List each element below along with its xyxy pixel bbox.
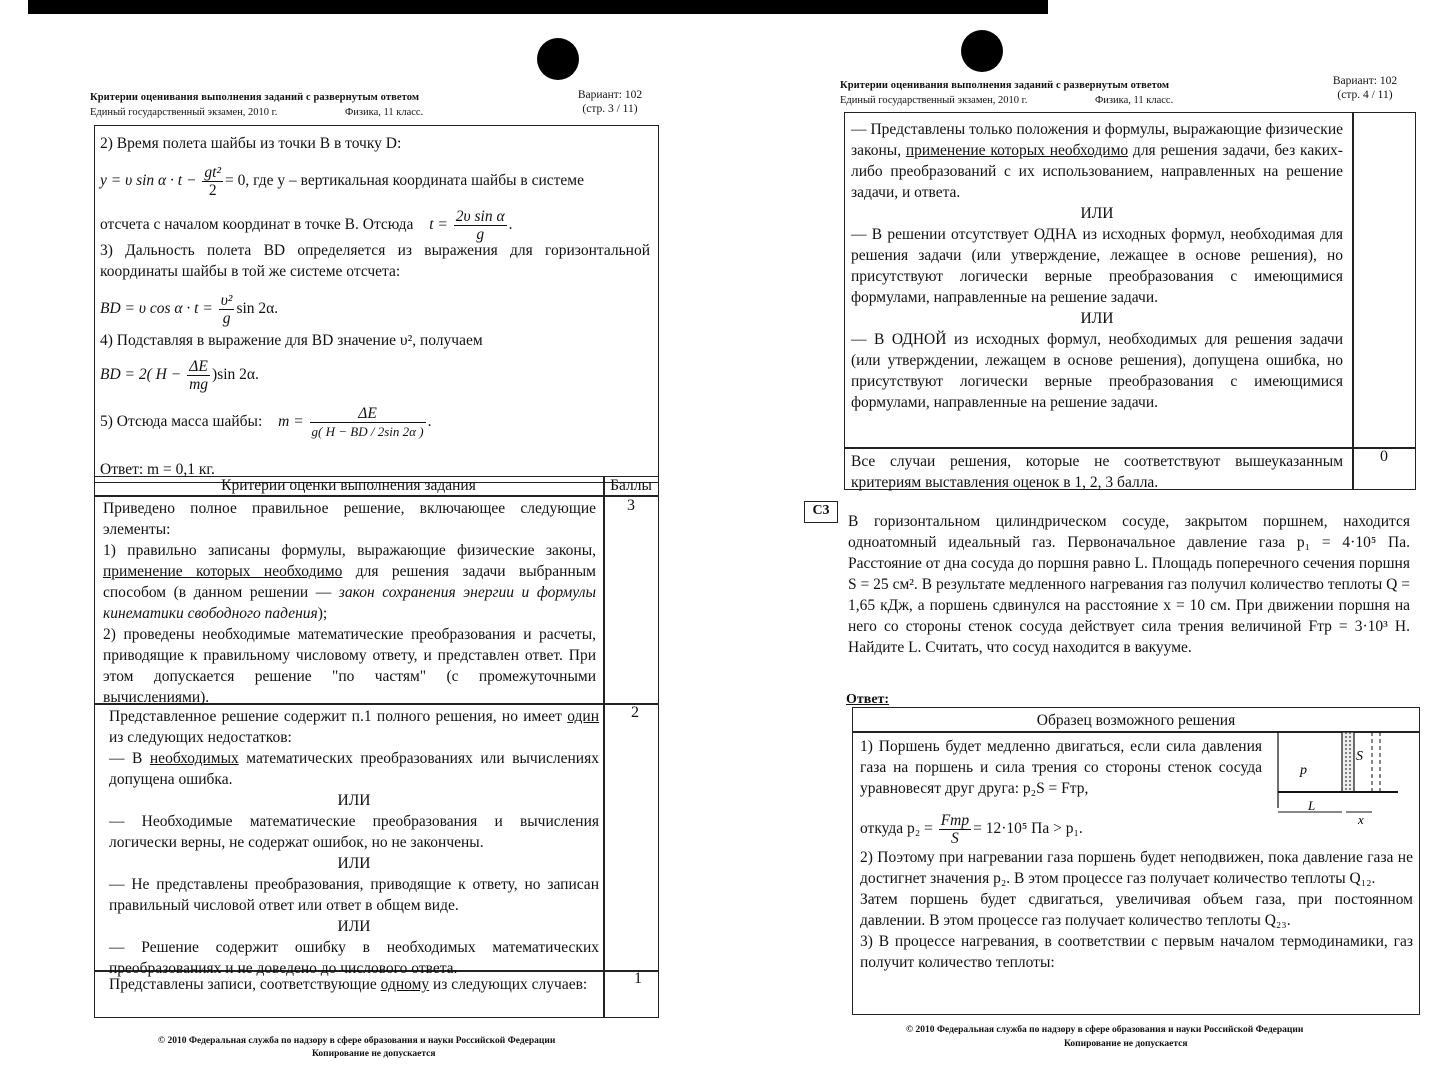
criteria-row-0: Все случаи решения, которые не соответствуют вышеуказанным критериям выставления оценок в 1, 2, 3 балла.	[851, 453, 1343, 491]
footer-no-copy: Копирование не допускается	[1064, 1039, 1188, 1049]
step3-text: 3) В процессе нагревания, в соответствии с первым началом термодинамики, газ получит количество теплоты:	[860, 933, 1413, 971]
eq-part: = 12·10⁵ Па > p₁.	[973, 820, 1083, 838]
row3-item1	[103, 540, 596, 624]
table-row-divider	[844, 447, 1416, 449]
text: для решения задачи выбранным способом (в данном решении —	[103, 563, 596, 601]
text: — В	[109, 750, 150, 767]
criteria-row-3	[103, 498, 596, 708]
denominator: g	[222, 310, 231, 327]
eq-part: m =	[278, 413, 308, 431]
fraction	[202, 164, 223, 199]
text: математических преобразованиях или вычислениях допущена ошибка.	[109, 750, 599, 788]
text: Представлены записи, соответствующие	[109, 976, 381, 993]
text: отсчета с началом координат в точке B. Отсюда	[100, 216, 414, 234]
eq-part: t =	[429, 216, 452, 234]
step2-equation	[100, 164, 584, 199]
punch-hole	[961, 30, 1003, 72]
row3-item2: 2) проведены необходимые математические преобразования и расчеты, приводящие к правильному числовому ответу, и представлен ответ. При этом допускается решение "по частям" (с промежуточными вычислениями).	[103, 626, 596, 706]
denominator: 2	[208, 182, 217, 199]
page-number: (стр. 3 / 11)	[582, 103, 638, 115]
eq-part: )sin 2α.	[212, 366, 259, 384]
text: для решения задачи, без каких-либо преобразований с их использованием, направленных на решение задачи, и ответа.	[851, 142, 1343, 201]
step3-text: 3) Дальность полета BD определяется из выражения для горизонтальной координаты шайбы в той же системе отсчета:	[100, 242, 650, 280]
step3-equation	[100, 292, 278, 327]
table-divider	[1352, 112, 1354, 490]
step2b-text: Затем поршень будет сдвигаться, увеличивая объем газа, при постоянном давлении. В этом процессе газ получает количество теплоты Q₂₃.	[860, 891, 1413, 929]
opt3: — В ОДНОЙ из исходных формул, необходимых для решения задачи (или утверждении, лежащем в основе решения), допущена ошибка, но присутствуют логически верные преобразования с имеющимися формулами, направленные на решение задачи.	[851, 331, 1343, 411]
or-separator: ИЛИ	[337, 792, 371, 809]
criteria-header: Критерии оценки выполнения задания	[221, 477, 476, 494]
underlined-text: одному	[380, 976, 430, 993]
step2-line2: отсчета с началом координат в точке B. Отсюда t = $\frac{\text{2υ sin α}}{g}$ .	[100, 208, 513, 243]
sample-title: Образец возможного решения	[1036, 712, 1236, 729]
or-separator: ИЛИ	[1080, 310, 1114, 327]
answer-label: Ответ:	[846, 692, 890, 707]
denominator: g	[476, 226, 485, 243]
row3-points: 3	[627, 497, 635, 514]
eq-part: BD = υ cos α · t =	[100, 300, 217, 318]
label-L: L	[1308, 798, 1316, 813]
label-x: x	[1358, 812, 1364, 826]
row2-intro	[109, 706, 599, 748]
points-header: Баллы	[610, 477, 652, 494]
numerator: 2υ sin α	[455, 208, 505, 225]
table-divider	[603, 476, 605, 1018]
footer-copyright: © 2010 Федеральная служба по надзору в сфере образования и науки Российской Федерации	[158, 1036, 556, 1046]
row2-opt2: — Необходимые математические преобразования и вычисления логически верны, не содержат ошибок, но не закончены.	[109, 813, 599, 851]
eq-part: y = υ sin α · t −	[100, 172, 201, 190]
header-exam: Единый государственный экзамен, 2010 г.	[840, 95, 1028, 106]
eq-part: BD = 2( H −	[100, 366, 186, 384]
opt1	[851, 119, 1343, 203]
sample-step1-equation	[860, 812, 1083, 847]
or-separator: ИЛИ	[1080, 205, 1114, 222]
label-S: S	[1356, 749, 1363, 764]
text: из следующих случаев:	[429, 976, 588, 993]
underlined-text: необходимых	[149, 750, 239, 767]
footer-no-copy: Копирование не допускается	[312, 1049, 436, 1059]
fraction	[939, 812, 971, 847]
eq-part: sin 2α.	[236, 300, 279, 318]
header-subject: Физика, 11 класс.	[1095, 95, 1174, 106]
or-separator: ИЛИ	[337, 855, 371, 872]
italic-text: закон сохранения энергии и формулы кинематики свободного падения	[103, 584, 596, 622]
step4-equation	[100, 358, 259, 393]
eq-part: откуда p₂ =	[860, 820, 937, 838]
header-title: Критерии оценивания выполнения заданий с развернутым ответом	[90, 92, 420, 103]
step5-equation: 5) Отсюда масса шайбы: m = $\frac{\Delta E}{g( H - BD / 2\sin 2\alpha )}$ .	[100, 405, 432, 439]
page-number: (стр. 4 / 11)	[1337, 89, 1393, 101]
header-exam: Единый государственный экзамен, 2010 г.	[90, 107, 278, 118]
criteria-row-2	[109, 706, 599, 979]
numerator: ΔE	[310, 405, 426, 423]
opt2: — В решении отсутствует ОДНА из исходных формул, необходимая для решения задачи (или утверждение, лежащее в основе решения), но присутствуют логически верные преобразования с имеющимися формулами, направленные на решение задачи.	[851, 226, 1343, 306]
row2-opt4: — Решение содержит ошибку в необходимых математических преобразованиях и не доведено до числового ответа.	[109, 939, 599, 977]
variant-label: Вариант: 102	[1332, 75, 1398, 87]
scan-top-edge	[28, 0, 1048, 14]
header-variant	[1310, 74, 1420, 102]
step2-text: 2) Поэтому при нагревании газа поршень будет неподвижен, пока давление газа не достигнет значения p₂. В этом процессе газ получает количество теплоты Q₁₂.	[860, 849, 1413, 887]
denominator: S	[951, 830, 959, 847]
numerator: gt²	[204, 164, 222, 181]
underlined-text: применение которых необходимо	[905, 142, 1129, 159]
row2-opt1	[109, 748, 599, 790]
sample-step2	[860, 847, 1413, 973]
header-subject: Физика, 11 класс.	[345, 107, 424, 118]
header-variant	[560, 88, 660, 116]
row3-intro: Приведено полное правильное решение, включающее следующие элементы:	[103, 500, 596, 538]
footer-copyright: © 2010 Федеральная служба по надзору в сфере образования и науки Российской Федерации	[906, 1025, 1304, 1035]
text: из следующих недостатков:	[109, 729, 292, 746]
label-p: p	[1300, 763, 1307, 778]
header-title: Критерии оценивания выполнения заданий с развернутым ответом	[840, 80, 1170, 91]
task-c3-text: В горизонтальном цилиндрическом сосуде, закрытом поршнем, находится одноатомный идеальный газ. Первоначальное давление газа p₁ = 4·10⁵ Па. Расстояние от дна сосуда до поршня равно L. Площадь поперечного сечения поршня S = 25 см². В результате медленного нагревания газ получил количество теплоты Q = 1,65 кДж, а поршень сдвинулся на расстояние x = 10 см. При движении поршня на него со стороны стенок сосуда действует сила трения величиной Fтр = 3·10³ Н. Найдите L. Считать, что сосуд находится в вакууме.	[848, 513, 1410, 656]
denominator: mg	[189, 376, 209, 393]
piston-figure	[1276, 730, 1406, 826]
denominator: g( H − BD / 2sin 2α )	[311, 424, 424, 439]
underlined-text: один	[567, 708, 599, 725]
sample-step1: 1) Поршень будет медленно двигаться, если сила давления газа на поршень и сила трения со стороны стенок сосуда уравновесят друг друга: p₂S = Fтр,	[860, 738, 1262, 797]
fraction	[187, 358, 210, 393]
fraction	[310, 405, 426, 440]
criteria-row-1	[109, 974, 599, 995]
step4-text: 4) Подставляя в выражение для BD значение υ², получаем	[100, 332, 483, 349]
row1-points: 1	[634, 970, 642, 987]
text: 1) правильно записаны формулы, выражающие физические законы,	[103, 542, 596, 559]
text: 5) Отсюда масса шайбы:	[100, 413, 263, 431]
row2-points: 2	[631, 704, 639, 721]
numerator: Fтр	[940, 812, 970, 829]
numerator: υ²	[220, 292, 233, 309]
punch-hole	[537, 38, 579, 80]
numerator: ΔE	[187, 358, 210, 376]
piston-shape	[1342, 732, 1354, 792]
fraction	[454, 208, 507, 243]
text: — Представлены только положения и формулы, выражающие физические законы,	[851, 121, 1343, 159]
task-label-c3: С3	[804, 501, 838, 523]
row0-points: 0	[1380, 448, 1388, 465]
criteria-row-1-options	[851, 119, 1343, 413]
row2-opt3: — Не представлены преобразования, приводящие к ответу, но записан правильный числовой ответ или ответ в общем виде.	[109, 876, 599, 914]
fraction	[219, 292, 235, 327]
answer-text: Ответ: m = 0,1 кг.	[100, 461, 215, 478]
variant-label: Вариант: 102	[577, 89, 643, 101]
text: );	[317, 605, 328, 622]
step2-title: 2) Время полета шайбы из точки B в точку D:	[100, 135, 402, 152]
underlined-text: применение которых необходимо	[103, 563, 343, 580]
or-separator: ИЛИ	[337, 918, 371, 935]
text: Представленное решение содержит п.1 полного решения, но имеет	[109, 708, 568, 725]
eq-part: = 0, где y – вертикальная координата шайбы в системе	[225, 172, 584, 190]
